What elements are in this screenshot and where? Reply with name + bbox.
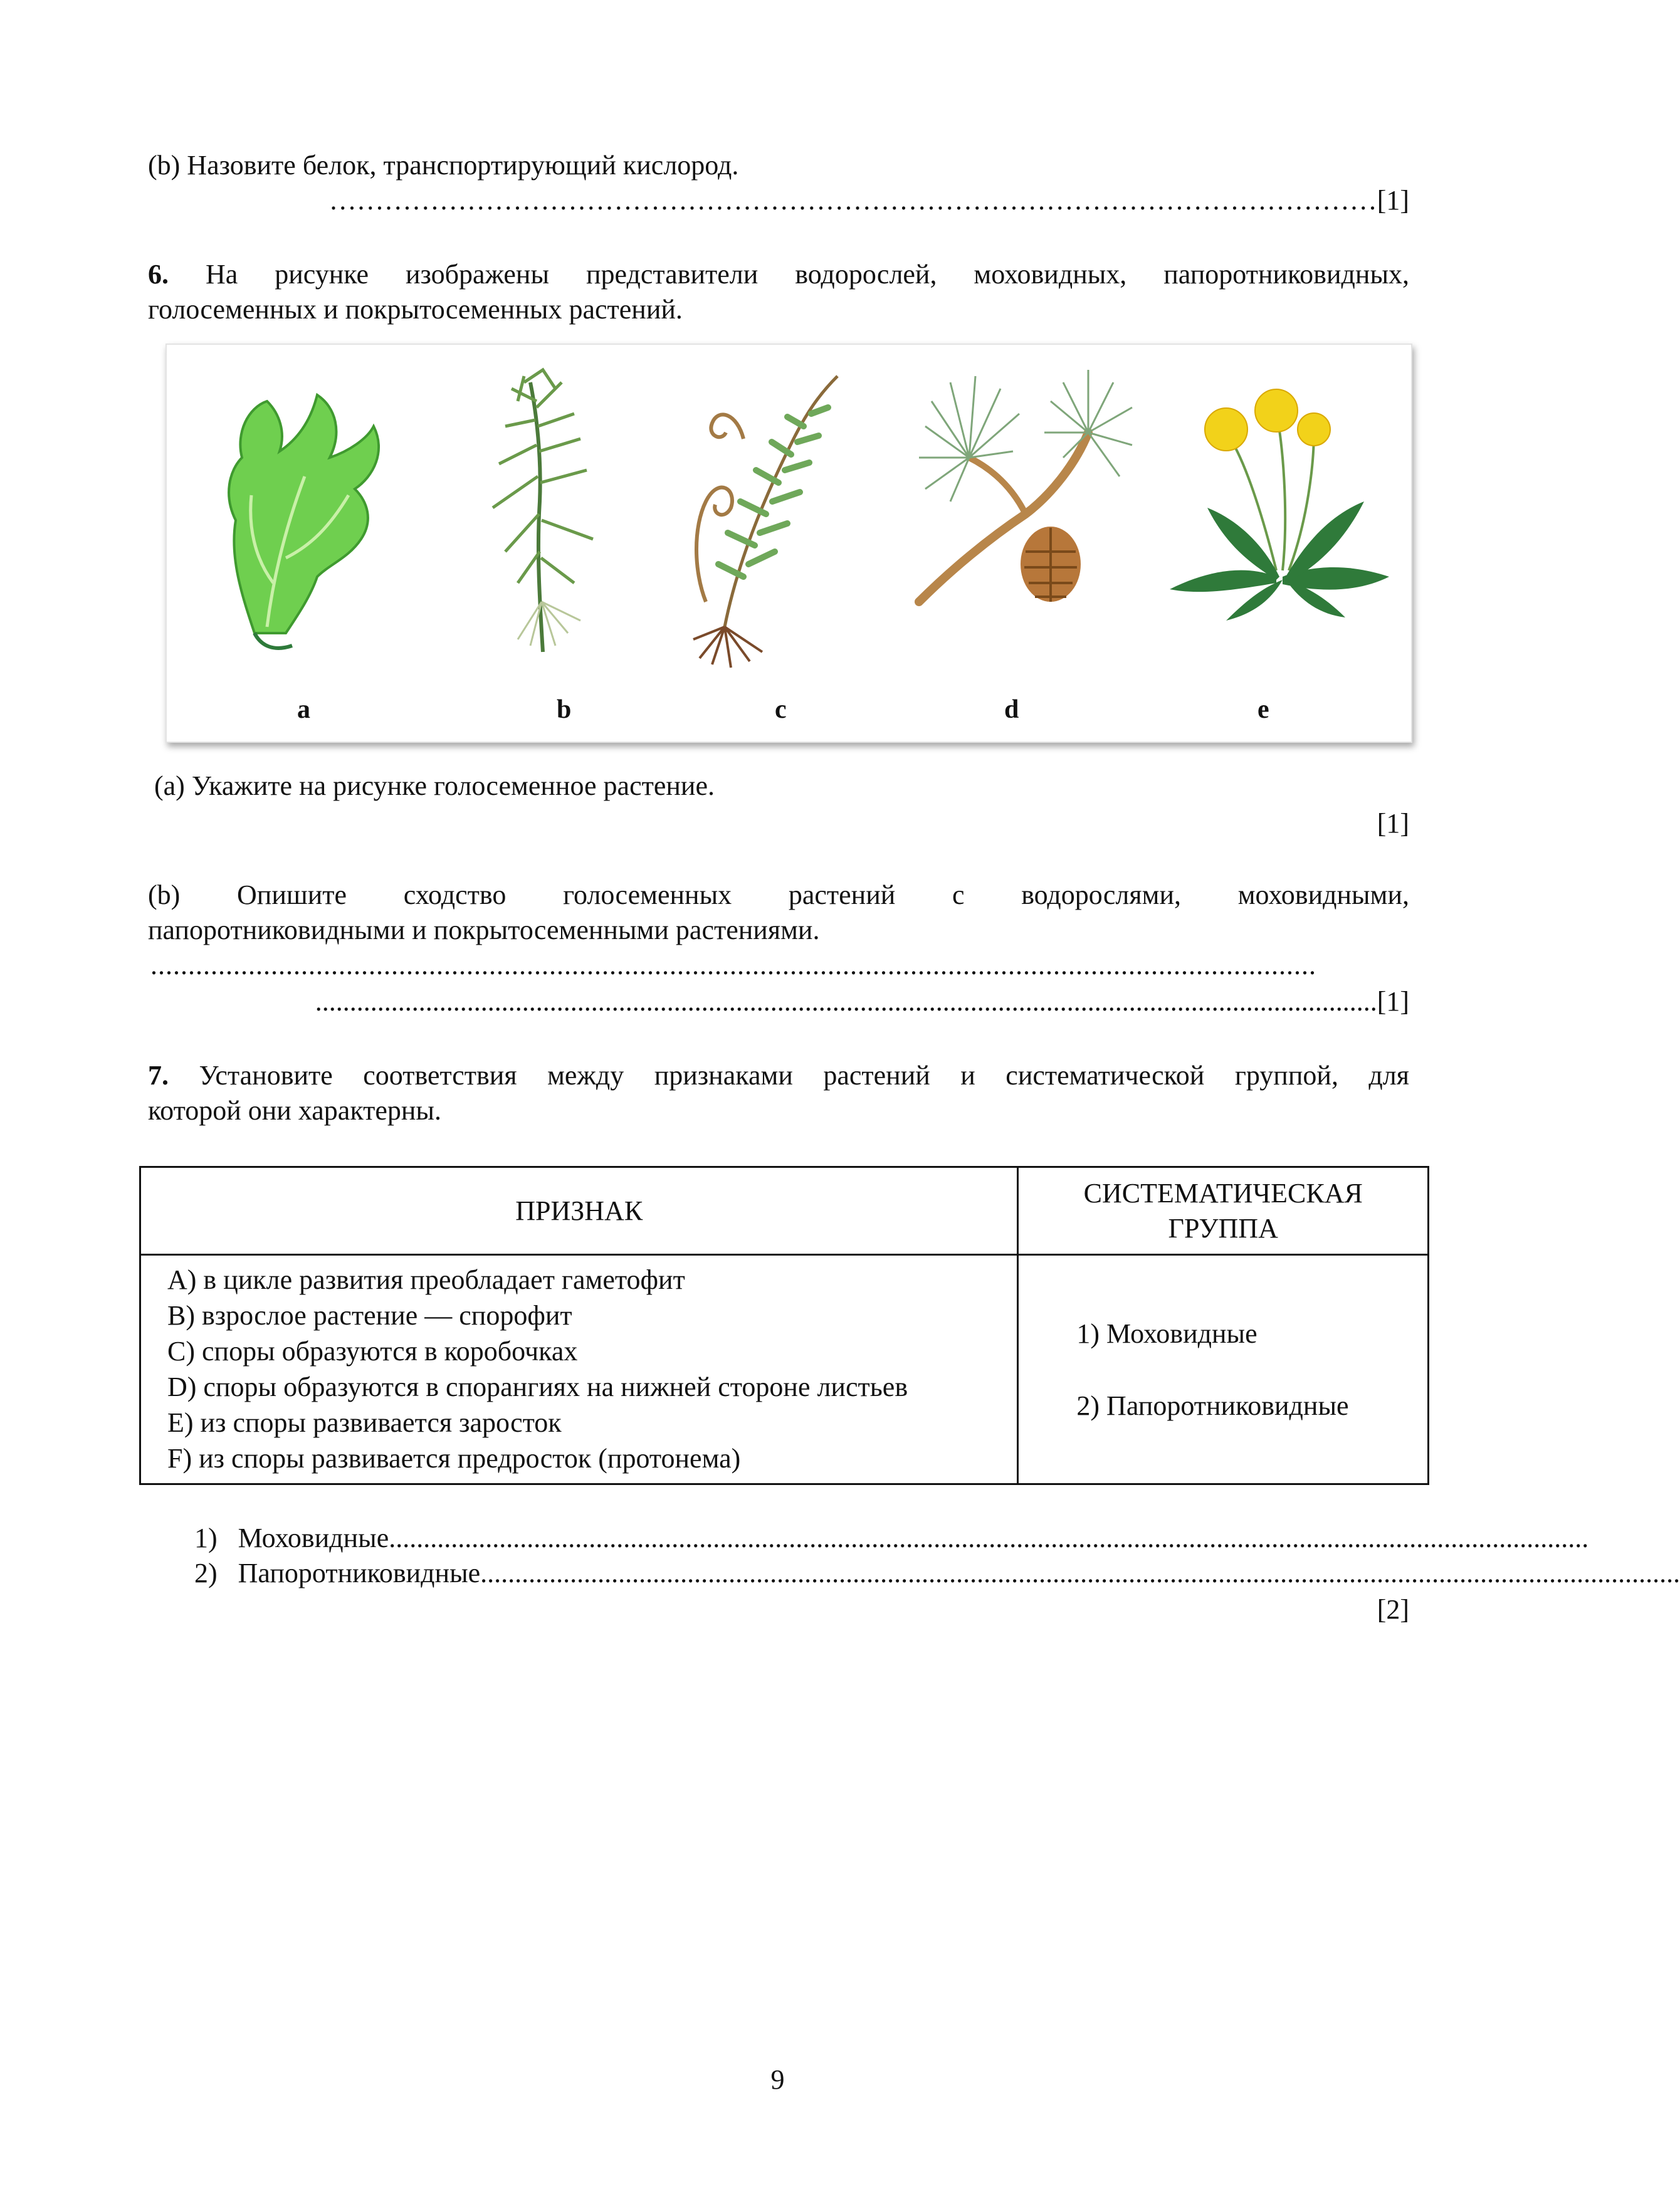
- matching-table: [139, 1166, 1429, 1485]
- feature-item: B) взрослое растение — спорофит: [167, 1300, 572, 1331]
- figure-label-e: e: [1257, 695, 1269, 724]
- feature-item: D) споры образуются в спорангиях на нижней стороне листьев: [167, 1372, 908, 1402]
- groups-cell: [1018, 1255, 1429, 1484]
- answer-label: Моховидные: [238, 1523, 389, 1553]
- question-6b-line2: папоротниковидными и покрытосеменными растениями.: [148, 915, 820, 945]
- column-header-group: [1018, 1167, 1429, 1255]
- figure-label-c: c: [775, 695, 787, 724]
- answer-line-5b[interactable]: ……………………………………………………………………………………………………[1]: [328, 185, 1409, 216]
- answer-label: Папоротниковидные: [238, 1558, 481, 1588]
- question-7-text: Установите соответствия между признаками растений и систематической группой, для: [199, 1060, 1409, 1091]
- question-6a-mark: [1]: [1377, 808, 1409, 839]
- answer-dots: ..............................................................................................................................................................................: [480, 1558, 1680, 1588]
- feature-item: E) из споры развивается заросток: [167, 1407, 562, 1438]
- question-number: 7.: [148, 1060, 169, 1091]
- feature-item: A) в цикле развития преобладает гаметофит: [167, 1264, 685, 1295]
- answer-line-mosses[interactable]: [194, 1521, 1589, 1556]
- question-7-line1: [148, 1058, 1409, 1093]
- answer-number: 1): [194, 1523, 218, 1553]
- features-cell: [140, 1255, 1018, 1484]
- column-header-feature: ПРИЗНАК: [140, 1167, 1018, 1255]
- figure-label-b: b: [557, 695, 572, 724]
- answer-line-ferns[interactable]: [194, 1556, 1680, 1591]
- question-6-line1: [148, 257, 1409, 292]
- question-6b-line1: (b) Опишите сходство голосеменных растений с водорослями, моховидными,: [148, 879, 1409, 910]
- group-item-mosses: 1) Моховидные: [1076, 1318, 1257, 1349]
- question-6-text: На рисунке изображены представители водорослей, моховидных, папоротниковидных,: [205, 259, 1410, 290]
- algae-image: [204, 370, 392, 658]
- group-item-ferns: 2) Папоротниковидные: [1076, 1390, 1349, 1421]
- moss-image: [461, 364, 624, 664]
- question-number: 6.: [148, 259, 169, 290]
- feature-item: C) споры образуются в коробочках: [167, 1336, 578, 1367]
- dandelion-image: [1157, 364, 1395, 639]
- figure-label-d: d: [1004, 695, 1019, 724]
- plants-figure: [165, 344, 1412, 743]
- figure-label-a: a: [297, 695, 310, 724]
- answer-dots: ..............................................................................................................................................................................: [389, 1523, 1589, 1553]
- question-6a-text: (a) Укажите на рисунке голосеменное растение.: [154, 770, 715, 801]
- question-6-line2: голосеменных и покрытосеменных растений.: [148, 294, 683, 325]
- column-header-group-line1: СИСТЕМАТИЧЕСКАЯ: [1083, 1177, 1363, 1209]
- column-header-group-line2: ГРУППА: [1168, 1212, 1278, 1244]
- pine-image: [900, 364, 1138, 652]
- question-5b-text: (b) Назовите белок, транспортирующий кислород.: [148, 150, 739, 181]
- page-number: 9: [770, 2064, 785, 2095]
- answer-number: 2): [194, 1558, 218, 1588]
- feature-item: F) из споры развивается предросток (протонема): [167, 1443, 741, 1474]
- fern-image: [668, 364, 856, 677]
- answer-line-6b-1[interactable]: ...........................................................................................................................................................: [150, 950, 1316, 980]
- question-7-line2: которой они характерны.: [148, 1095, 441, 1126]
- question-7-mark: [2]: [1377, 1594, 1409, 1625]
- answer-line-6b-2[interactable]: ..........................................................................................................................................................[1]: [315, 986, 1409, 1017]
